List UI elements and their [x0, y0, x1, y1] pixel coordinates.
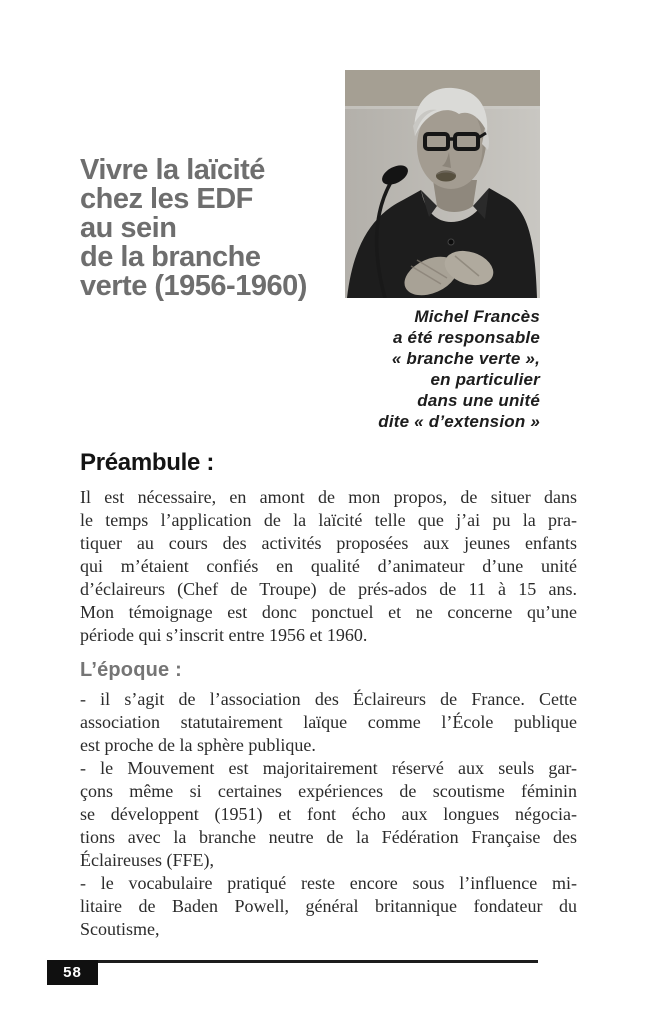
body-line: le temps l’application de la laïcité telle que j’ai pu la pra-	[80, 510, 577, 530]
caption-line-3: « branche verte »,	[391, 349, 540, 368]
body-line: Éclaireuses (FFE),	[80, 850, 214, 870]
portrait-photo-graphic	[345, 70, 540, 298]
title-line-4: de la branche	[80, 241, 261, 273]
body-line: est proche de la sphère publique.	[80, 735, 316, 755]
preambule-heading: Préambule :	[80, 449, 215, 476]
page-number: 58	[63, 964, 82, 981]
caption-line-6: dite « d’extension »	[378, 412, 540, 431]
body-line: - il s’agit de l’association des Éclaireurs de France. Cette	[80, 689, 577, 709]
title-line-2: chez les EDF	[80, 183, 253, 215]
title-line-5: verte (1956-1960)	[80, 270, 307, 302]
body-line: Scoutisme,	[80, 919, 160, 939]
body-line: tions avec la branche neutre de la Fédération Française des	[80, 827, 577, 847]
title-line-1: Vivre la laïcité	[80, 154, 265, 186]
caption-line-2: a été responsable	[392, 328, 540, 347]
body-line: - le Mouvement est majoritairement réservé aux seuls gar-	[80, 758, 577, 778]
caption-line-4: en particulier	[430, 370, 540, 389]
body-line: Mon témoignage est donc ponctuel et ne concerne qu’une	[80, 602, 577, 622]
preambule-paragraph	[80, 486, 577, 647]
title-line-3: au sein	[80, 212, 177, 244]
body-line: période qui s’inscrit entre 1956 et 1960.	[80, 625, 368, 645]
body-line: - le vocabulaire pratiqué reste encore sous l’influence mi-	[80, 873, 577, 893]
body-line: tiquer au cours des activités proposées aux jeunes enfants	[80, 533, 577, 553]
caption-line-1: Michel Francès	[414, 307, 540, 326]
epoque-paragraphs	[80, 688, 577, 941]
body-line: litaire de Baden Powell, général britannique fondateur du	[80, 896, 577, 916]
body-line: qui m’étaient confiés en qualité d’animateur d’une unité	[80, 556, 577, 576]
body-line: çons même si certaines expériences de scoutisme féminin	[80, 781, 577, 801]
michel-frances-photo	[345, 70, 540, 298]
body-line: Il est nécessaire, en amont de mon propos, de situer dans	[80, 487, 577, 507]
epoque-heading: L’époque :	[80, 659, 182, 681]
article-title	[80, 156, 307, 301]
body-line: se développent (1951) et font écho aux longues négocia-	[80, 804, 577, 824]
body-line: association statutairement laïque comme l’École publique	[80, 712, 577, 732]
body-line: d’éclaireurs (Chef de Troupe) de prés-ados de 11 à 15 ans.	[80, 579, 577, 599]
footer-rule	[47, 960, 538, 963]
photo-caption	[240, 306, 540, 432]
page-number-badge	[47, 960, 98, 985]
caption-line-5: dans une unité	[417, 391, 540, 410]
